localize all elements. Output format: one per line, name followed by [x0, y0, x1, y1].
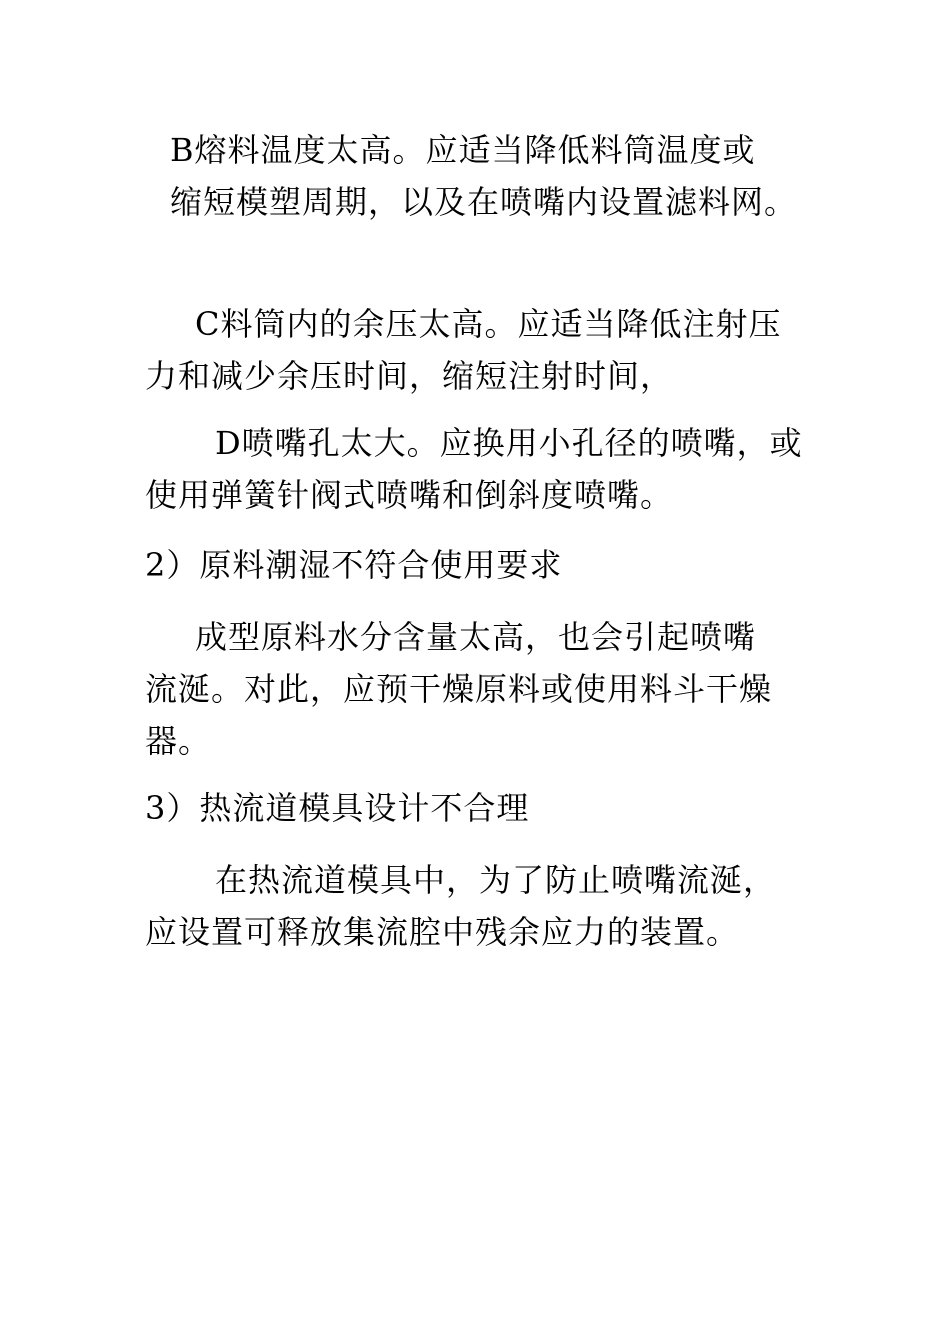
- section-heading-3: 3）热流道模具设计不合理: [145, 789, 530, 827]
- paragraph-moisture-line-1: 成型原料水分含量太高，也会引起喷嘴: [195, 618, 757, 656]
- paragraph-moisture-line-3: 器。: [145, 722, 212, 760]
- paragraph-d-line-2: 使用弹簧针阀式喷嘴和倒斜度喷嘴。: [145, 476, 674, 514]
- paragraph-moisture-line-2: 流涎。对此，应预干燥原料或使用料斗干燥: [145, 670, 773, 708]
- paragraph-c-line-1: C料筒内的余压太高。应适当降低注射压: [195, 305, 782, 343]
- paragraph-hotrunner-line-2: 应设置可释放集流腔中残余应力的装置。: [145, 913, 740, 951]
- paragraph-d-line-1: D喷嘴孔太大。应换用小孔径的喷嘴，或: [215, 424, 803, 462]
- paragraph-b-line-1: B熔料温度太高。应适当降低料筒温度或: [170, 131, 756, 169]
- section-heading-2: 2）原料潮湿不符合使用要求: [145, 546, 563, 584]
- paragraph-c-line-2: 力和减少余压时间，缩短注射时间，: [145, 357, 674, 395]
- paragraph-b-line-2: 缩短模塑周期，以及在喷嘴内设置滤料网。: [170, 183, 798, 221]
- paragraph-hotrunner-line-1: 在热流道模具中，为了防止喷嘴流涎，: [215, 861, 777, 899]
